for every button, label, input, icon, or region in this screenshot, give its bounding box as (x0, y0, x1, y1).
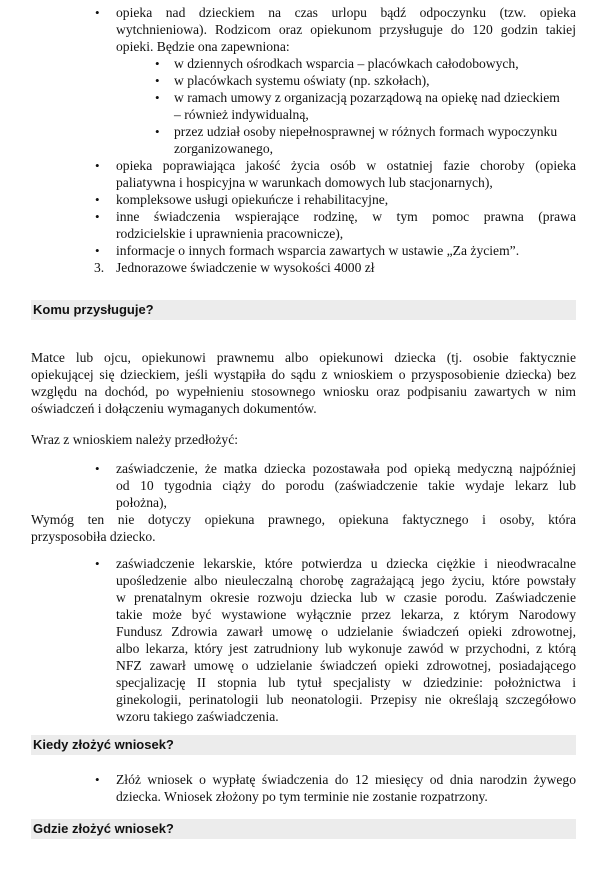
text-line: w ramach umowy z organizacją pozarządową na opiekę nad dzieckiem (174, 90, 560, 105)
text-line: przez udział osoby niepełnosprawnej w różnych formach wypoczynku (174, 124, 558, 139)
text-line: położna), (116, 495, 167, 510)
list-item-medical-certificate (116, 555, 576, 725)
list-item-family-support (116, 208, 576, 242)
list-item-respite-care (116, 4, 576, 55)
list-item-deadline (116, 771, 576, 805)
text-line: takie może być wystawione wyłącznie przez lekarza, z którym Narodowy (116, 607, 576, 622)
section-heading-when (31, 735, 576, 755)
text-line: Matce lub ojcu, opiekunowi prawnemu albo opiekunowi dziecka (tj. osobie faktycznie (31, 350, 576, 365)
bullet-icon: • (95, 243, 100, 258)
text-line: oświadczeń i dołączeniu wymaganych dokumentów. (31, 401, 317, 416)
text-line: opiekującej się dzieckiem, jeśli wystąpiła do sądu z wnioskiem o przysposobienie dziecka) bez (31, 367, 576, 382)
text-line: w prenatalnym okresie rozwoju dziecka lub w czasie porodu. Zaświadczenie (116, 590, 576, 605)
text-line: względu na dochód, po wypełnieniu stosownego wniosku oraz podpisaniu zawartych w nim (31, 384, 576, 399)
sub-list-item-recreation (174, 123, 576, 157)
text-line: w placówkach systemu oświaty (np. szkołach), (174, 73, 430, 88)
bullet-icon: • (95, 5, 100, 20)
text-line: od 10 tygodnia ciąży do porodu (zaświadczenie takie wydaje lekarz lub (116, 478, 576, 493)
text-line: inne świadczenia wspierające rodzinę, w tym pomoc prawna (prawa (116, 209, 576, 224)
text-line: opieka nad dzieckiem na czas urlopu bądź odpoczynku (tzw. opieka (116, 5, 576, 20)
paragraph-exemption-note (31, 511, 576, 545)
bullet-icon: • (95, 192, 100, 207)
text-line: Złóż wniosek o wypłatę świadczenia do 12 miesięcy od dnia narodzin żywego (116, 772, 576, 787)
text-line: wzoru takiego zaświadczenia. (116, 709, 279, 724)
list-item-palliative (116, 157, 576, 191)
list-item-medical-care-certificate (116, 460, 576, 511)
heading-text: Gdzie złożyć wniosek? (33, 821, 174, 836)
text-line: – również indywidualną, (174, 107, 309, 122)
text-line: kompleksowe usługi opiekuńcze i rehabilitacyjne, (116, 192, 389, 207)
sub-bullet-icon: • (155, 73, 160, 88)
paragraph-eligibility (31, 349, 576, 417)
list-number: 3. (94, 260, 105, 275)
bullet-icon: • (95, 461, 100, 476)
sub-bullet-icon: • (155, 124, 160, 139)
text-line: specjalizację II stopnia lub tytuł specjalisty w dziedzinie: położnictwa i (116, 675, 576, 690)
heading-text: Kiedy złożyć wniosek? (33, 737, 174, 752)
text-line: upośledzenie albo nieuleczalną chorobę zagrażającą jego życiu, które powstały (116, 573, 576, 588)
text-line: informacje o innych formach wsparcia zawartych w ustawie „Za życiem”. (116, 243, 520, 258)
bullet-icon: • (95, 209, 100, 224)
bullet-icon: • (95, 556, 100, 571)
sub-bullet-icon: • (155, 90, 160, 105)
text-line: dziecka. Wniosek złożony po tym terminie nie zostanie rozpatrzony. (116, 789, 488, 804)
text-line: zaświadczenie, że matka dziecka pozostawała pod opieką medyczną najpóźniej (116, 461, 576, 476)
text-line: w dziennych ośrodkach wsparcia – placówkach całodobowych, (174, 56, 519, 71)
text-line: rodzicielskie i uprawnienia pracownicze), (116, 226, 344, 241)
text-line: wytchnieniowa). Rodzicom oraz opiekunom przysługuje do 120 godzin takiej (116, 22, 576, 37)
text-line: opieka poprawiająca jakość życia osób w ostatniej fazie choroby (opieka (116, 158, 576, 173)
text-line: opieki. Będzie ona zapewniona: (116, 39, 290, 54)
sub-list-item-day-centers (174, 55, 576, 72)
list-item-one-time-benefit (116, 259, 576, 276)
text-line: albo lekarza, który jest zatrudniony lub wykonuje zawód w przychodni, z którą (116, 641, 576, 656)
text-line: NFZ zawarł umowę o udzielanie świadczeń opieki zdrowotnej, posiadającego (116, 658, 576, 673)
sub-list-item-schools (174, 72, 576, 89)
paragraph-required-docs (31, 431, 576, 448)
text-line: Jednorazowe świadczenie w wysokości 4000 zł (116, 260, 375, 275)
sub-bullet-icon: • (155, 56, 160, 71)
text-line: paliatywna i hospicyjna w warunkach domowych lub stacjonarnych), (116, 175, 493, 190)
bullet-icon: • (95, 772, 100, 787)
text-line: zorganizowanego, (174, 141, 274, 156)
list-item-info (116, 242, 576, 259)
text-line: ginekologii, perinatologii lub neonatologii. Przepisy nie określają szczegółowo (116, 692, 576, 707)
text-line: Fundusz Zdrowia zawarł umowę o udzielanie świadczeń opieki zdrowotnej, (116, 624, 576, 639)
text-line: przysposobiła dziecko. (31, 529, 156, 544)
text-line: zaświadczenie lekarskie, które potwierdza u dziecka ciężkie i nieodwracalne (116, 556, 576, 571)
list-item-rehab (116, 191, 576, 208)
text-line: Wymóg ten nie dotyczy opiekuna prawnego, opiekuna faktycznego i osoby, która (31, 512, 576, 527)
bullet-icon: • (95, 158, 100, 173)
heading-text: Komu przysługuje? (33, 302, 154, 317)
text-line: Wraz z wnioskiem należy przedłożyć: (31, 432, 239, 447)
sub-list-item-ngo (174, 89, 576, 123)
section-heading-where (31, 819, 576, 839)
section-heading-who (31, 300, 576, 320)
